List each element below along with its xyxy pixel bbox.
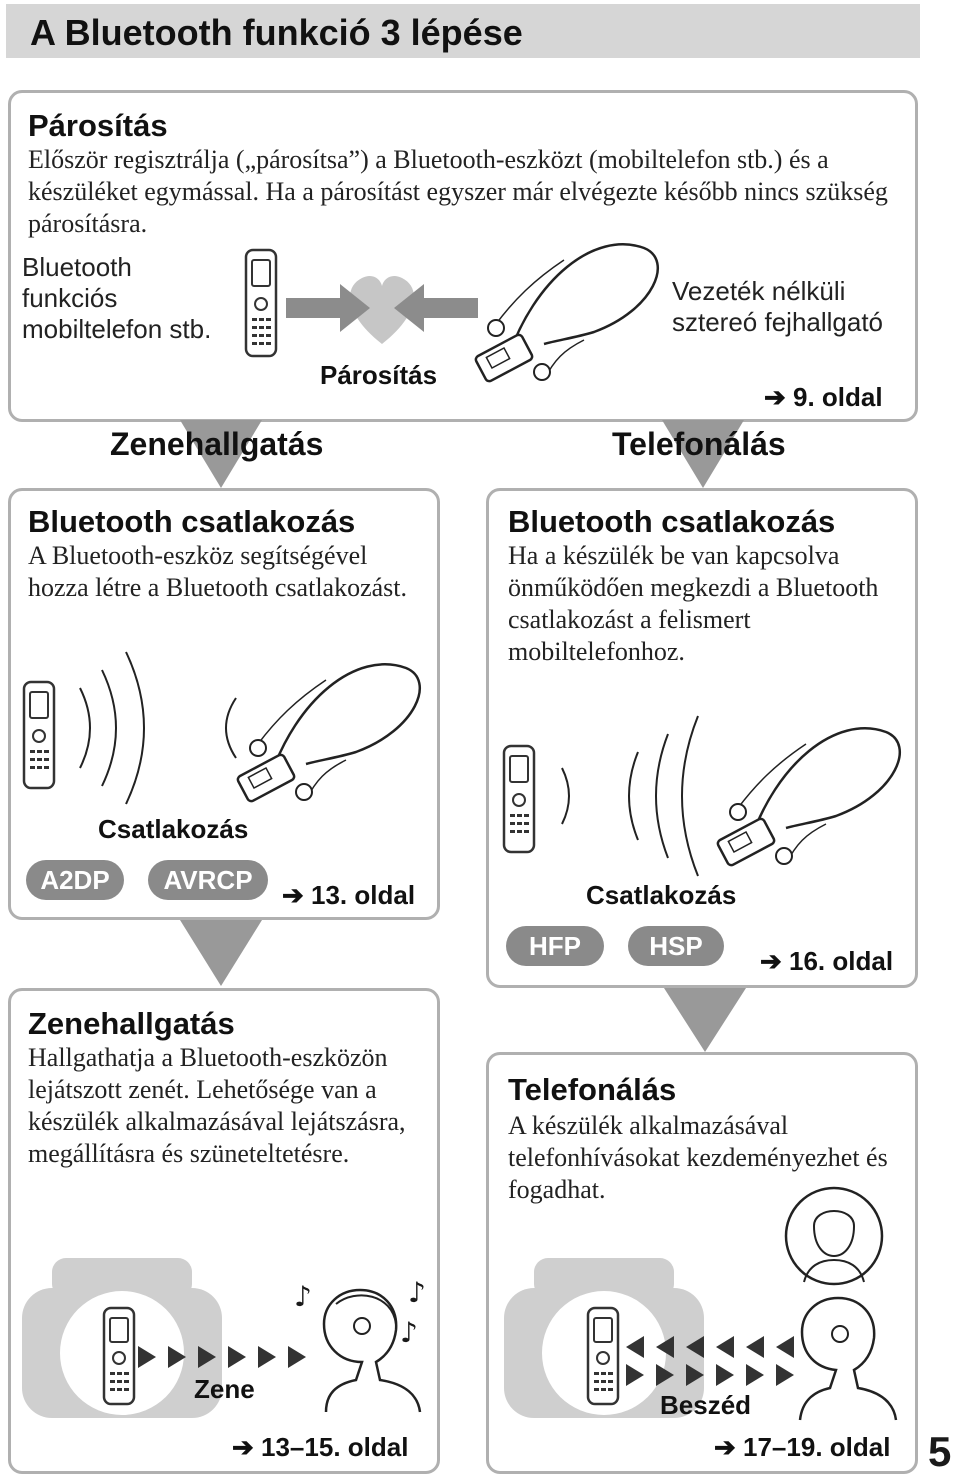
headphone-icon bbox=[236, 660, 426, 810]
connect-right-ref-text: 16. oldal bbox=[789, 946, 894, 976]
pairing-title: Párosítás bbox=[28, 108, 168, 143]
section-label-music: Zenehallgatás bbox=[110, 426, 324, 462]
music-text: Hallgathatja a Bluetooth-eszközön lejátszott zenét. Lehetősége van a készülék alkalmazásával lejátszásra, megállításra és szüneteltetésre. bbox=[28, 1043, 406, 1168]
pairing-ref-text: 9. oldal bbox=[793, 382, 883, 412]
music-label: Zene bbox=[194, 1374, 255, 1404]
arrow-right-icon bbox=[138, 1346, 308, 1368]
headphone-label-line2: sztereó fejhallgató bbox=[672, 307, 884, 337]
down-arrow-icon bbox=[664, 988, 746, 1052]
headphone-label-line1: Vezeték nélküli bbox=[672, 276, 846, 306]
badge-hsp: HSP bbox=[628, 926, 724, 966]
heart-icon bbox=[286, 270, 478, 346]
connect-right-text: Ha a készülék be van kapcsolva önműködően megkezdi a Bluetooth csatlakozást a felismert mobiltelefonhoz. bbox=[508, 541, 879, 666]
arrow-right-icon: ➔ bbox=[714, 1432, 744, 1462]
music-title: Zenehallgatás bbox=[28, 1006, 235, 1041]
page-header bbox=[6, 4, 920, 58]
call-text: A készülék alkalmazásával telefonhívásokat kezdeményezhet és fogadhat. bbox=[508, 1111, 888, 1204]
connect-left-title: Bluetooth csatlakozás bbox=[28, 504, 356, 539]
sound-wave-icon bbox=[66, 648, 256, 808]
device-label bbox=[22, 252, 211, 345]
badge-hfp: HFP bbox=[506, 926, 604, 966]
connect-left-label: Csatlakozás bbox=[98, 814, 249, 844]
arrow-right-icon: ➔ bbox=[282, 880, 312, 910]
connect-left-text: A Bluetooth-eszköz segítségével hozza létre a Bluetooth csatlakozást. bbox=[28, 541, 408, 602]
music-note-icon: ♪ bbox=[400, 1316, 418, 1349]
arrow-right-icon: ➔ bbox=[232, 1432, 262, 1462]
music-note-icon: ♪ bbox=[294, 1280, 312, 1313]
music-ref[interactable] bbox=[232, 1432, 408, 1463]
arrow-left-icon bbox=[626, 1336, 802, 1358]
music-ref-text: 13–15. oldal bbox=[261, 1432, 409, 1462]
pairing-ref[interactable] bbox=[764, 382, 883, 413]
call-ref-text: 17–19. oldal bbox=[743, 1432, 891, 1462]
section-label-call: Telefonálás bbox=[612, 426, 786, 462]
person-icon bbox=[784, 1186, 884, 1286]
arrow-right-icon: ➔ bbox=[764, 382, 794, 412]
connect-right-ref[interactable] bbox=[760, 946, 893, 977]
down-arrow-icon bbox=[180, 920, 262, 986]
connect-left-ref-text: 13. oldal bbox=[311, 880, 416, 910]
connect-right-label: Csatlakozás bbox=[586, 880, 737, 910]
badge-avrcp: AVRCP bbox=[148, 860, 268, 900]
pairing-text: Először regisztrálja („párosítsa”) a Bluetooth-eszközt (mobiltelefon stb.) és a készüléket egymással. Ha a párosítást egyszer már elvégezte később nincs szükség párosításra. bbox=[28, 145, 888, 238]
phone-icon bbox=[502, 744, 536, 854]
connect-left-ref[interactable] bbox=[282, 880, 415, 911]
music-note-icon: ♪ bbox=[408, 1276, 426, 1309]
phone-icon bbox=[586, 1306, 620, 1406]
phone-icon bbox=[22, 680, 56, 790]
pairing-label: Párosítás bbox=[320, 360, 438, 390]
page-title: A Bluetooth funkció 3 lépése bbox=[30, 12, 523, 53]
device-label-line2: funkciós bbox=[22, 283, 118, 313]
person-icon bbox=[790, 1292, 910, 1422]
headphone-label bbox=[672, 276, 883, 338]
device-label-line3: mobiltelefon stb. bbox=[22, 314, 212, 344]
device-label-line1: Bluetooth bbox=[22, 252, 132, 282]
sound-wave-icon bbox=[548, 712, 728, 872]
page-number: 5 bbox=[928, 1428, 952, 1475]
badge-a2dp: A2DP bbox=[26, 860, 124, 900]
arrow-right-icon bbox=[626, 1364, 802, 1386]
headphone-icon bbox=[474, 240, 664, 390]
phone-icon bbox=[244, 248, 278, 358]
call-label: Beszéd bbox=[660, 1390, 752, 1420]
phone-icon bbox=[102, 1306, 136, 1406]
arrow-right-icon: ➔ bbox=[760, 946, 790, 976]
call-title: Telefonálás bbox=[508, 1072, 677, 1107]
connect-right-title: Bluetooth csatlakozás bbox=[508, 504, 836, 539]
headphone-icon bbox=[716, 724, 906, 874]
call-ref[interactable] bbox=[714, 1432, 890, 1463]
